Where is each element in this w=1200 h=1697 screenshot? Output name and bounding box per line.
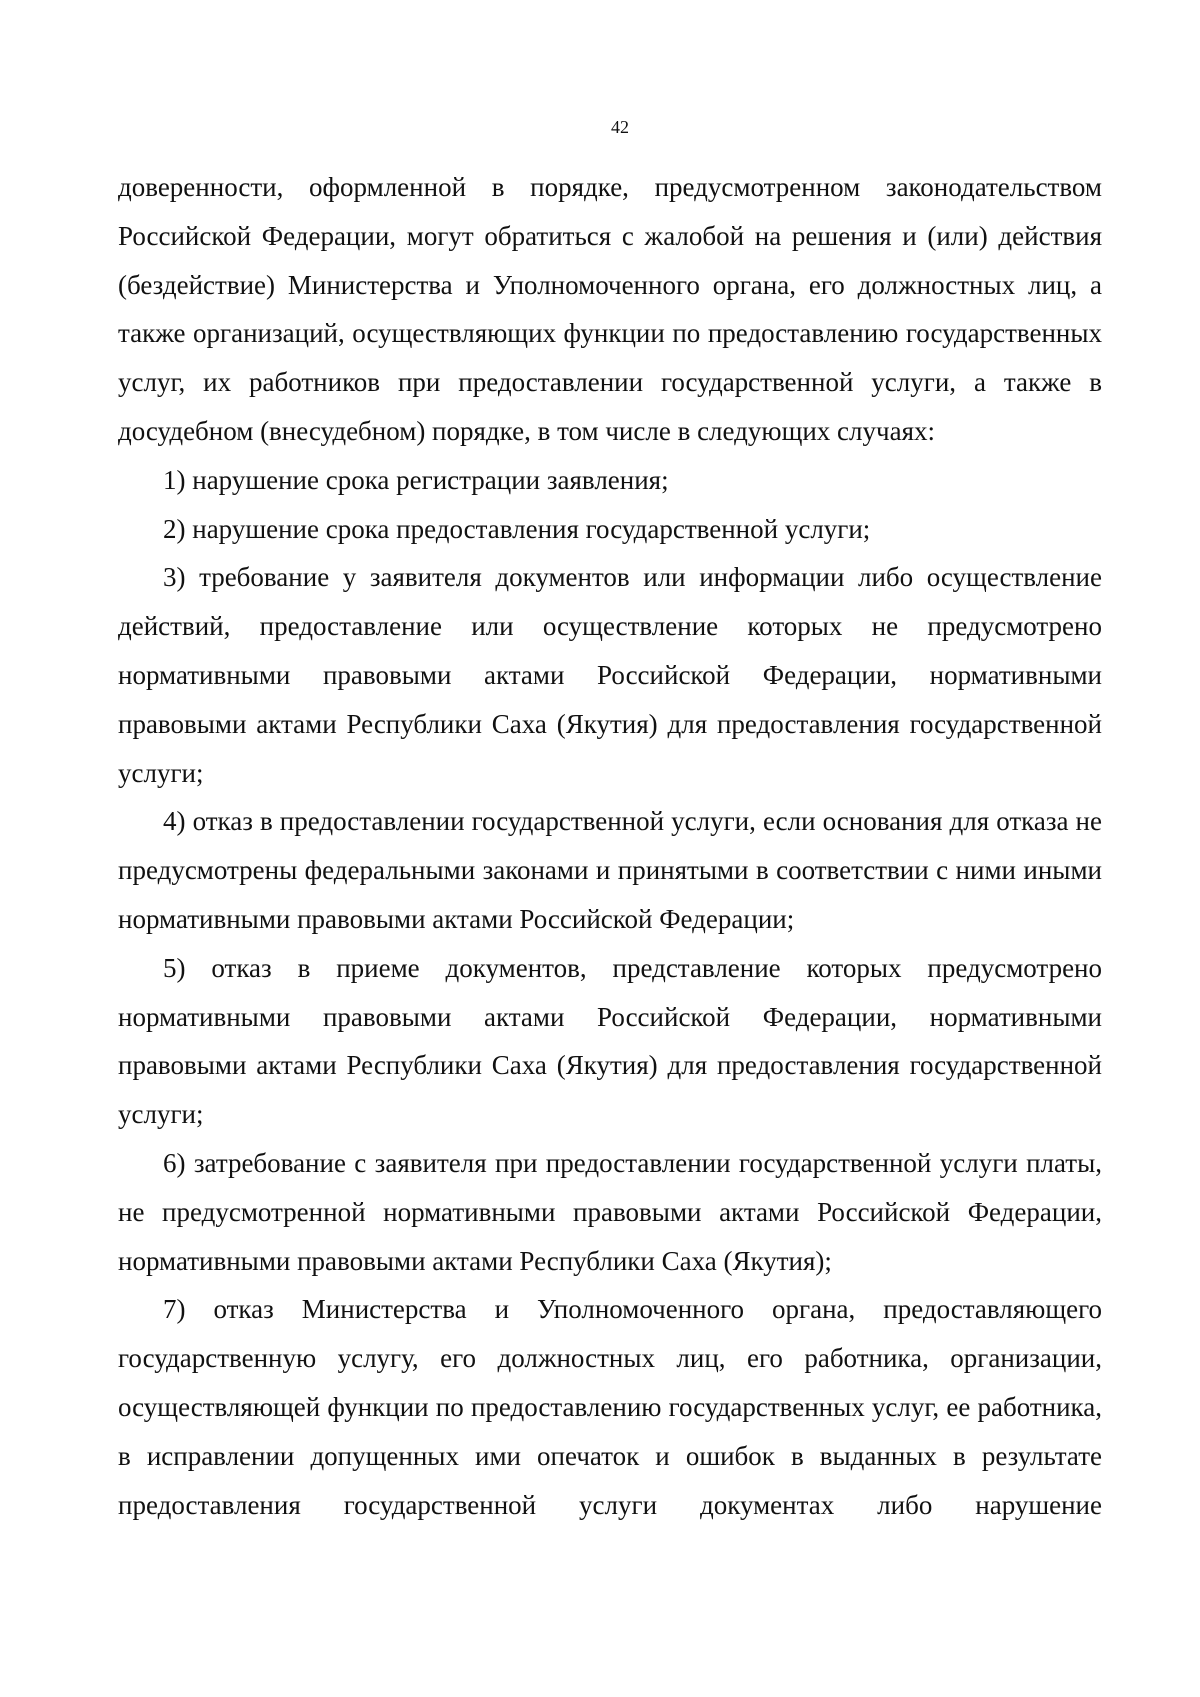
list-item-2: 2) нарушение срока предоставления государственной услуги; [163,513,871,544]
list-item-5: 5) отказ в приеме документов, представление которых предусмотрено нормативными правовыми актами Российской Федерации, нормативными правовыми актами Республики Саха (Якутия) для предоставления государственной услуги; [118,952,1102,1130]
document-body [118,163,1102,1529]
list-item-3: 3) требование у заявителя документов или информации либо осуществление действий, предоставление или осуществление которых не предусмотрено нормативными правовыми актами Российской Федерации, нормативными правовыми актами Республики Саха (Якутия) для предоставления государственной услуги; [118,562,1102,788]
list-item-6: 6) затребование с заявителя при предоставлении государственной услуги платы, не предусмотренной нормативными правовыми актами Российской Федерации, нормативными правовыми актами Республики Саха (Якутия); [118,1147,1102,1276]
list-item-1: 1) нарушение срока регистрации заявления; [163,464,669,495]
list-item-7: 7) отказ Министерства и Уполномоченного органа, предоставляющего государственную услугу, его должностных лиц, его работника, организации, осуществляющей функции по предоставлению государственных услуг, ее работника, в исправлении допущенных ими опечаток и ошибок в выданных в результате предоставления государственной услуги документах либо нарушение [118,1294,1102,1520]
list-item-4: 4) отказ в предоставлении государственной услуги, если основания для отказа не предусмотрены федеральными законами и принятыми в соответствии с ними иными нормативными правовыми актами Российской Федерации; [118,806,1102,934]
paragraph-intro: доверенности, оформленной в порядке, предусмотренном законодательством Российской Федерации, могут обратиться с жалобой на решения и (или) действия (бездействие) Министерства и Уполномоченного органа, его должностных лиц, а также организаций, осуществляющих функции по предоставлению государственных услуг, их работников при предоставлении государственной услуги, а также в досудебном (внесудебном) порядке, в том числе в следующих случаях: [118,172,1102,446]
page-number: 42 [611,117,629,137]
